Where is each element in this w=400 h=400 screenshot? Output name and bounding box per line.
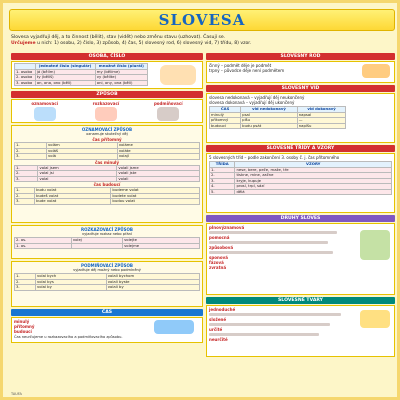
table-cell: 1.: [15, 188, 35, 194]
cas-item-minuly: minulý: [14, 319, 30, 324]
table-cell: volejme: [123, 243, 200, 249]
rozkazovaci-box: [11, 225, 203, 259]
rozkazovaci-subtitle: vyjadřuje rozkaz nebo přání: [82, 232, 132, 236]
zpusob-label: podmiňovací: [153, 101, 183, 106]
table-cell: volali: [117, 176, 200, 182]
section-header-tridy: SLOVESNÉ TŘÍDY A VZORY: [206, 145, 395, 152]
table-cell: budeme volat: [111, 188, 200, 194]
table-cell: 3.: [210, 178, 235, 184]
table-cell: budu volat: [35, 188, 111, 194]
table-cell: on, ona, ono (bělí): [35, 80, 95, 86]
table-cell: 4.: [210, 184, 235, 190]
section-header-osoba: OSOBA, ČÍSLO: [11, 53, 203, 60]
section-header-tvary: SLOVESNÉ TVARY: [206, 297, 395, 304]
text-line-placeholder: [209, 251, 333, 254]
table-cell: volal: [38, 176, 117, 182]
intro-line-2: [11, 41, 395, 47]
table-cell: prosí, trpí, sází: [235, 184, 392, 190]
publisher-footer: TAUFA: [11, 392, 22, 396]
table-cell: minulý: [210, 112, 241, 118]
text-line-placeholder: [209, 323, 330, 326]
table-cell: volej: [71, 238, 122, 244]
cas-note: Čas neurčujeme u rozkazovacího a podmiňovacího způsobu.: [14, 335, 123, 339]
table-cell: 1.: [210, 167, 235, 173]
tridy-intro: 5 slovesných tříd – podle zakončení 3. osoby č. j. čas přítomného: [209, 155, 340, 160]
table-cell: napsal: [297, 112, 345, 118]
table-cell: budeš volat: [35, 193, 111, 199]
table-cell: 2.: [15, 171, 38, 177]
car-illustration: [154, 320, 194, 334]
table-cell: píšu: [241, 118, 298, 124]
podmin-table: [14, 273, 200, 291]
table-cell: bude volat: [35, 199, 111, 205]
table-cell: volal by: [35, 285, 106, 291]
present-table: [14, 142, 200, 160]
table-cell: psal: [241, 112, 298, 118]
rozkaz-table: [14, 237, 200, 249]
intro-line-2-text: u nich: 1) osobu, 2) číslo, 3) způsob, 4) čas, 5) slovesný rod, 6) slovesný vid, 7) třídu, 8) vzor.: [37, 41, 252, 46]
table-cell: [71, 243, 122, 249]
table-cell: budoucí: [210, 123, 241, 129]
druhy-item: zvratná: [209, 265, 227, 270]
table-cell: volal bych: [35, 274, 106, 280]
oznamovaci-box: [11, 125, 203, 223]
cas-pritomny-label: čas přítomný: [92, 137, 122, 142]
table-cell: 5.: [210, 189, 235, 195]
table-cell: kryje, kupuje: [235, 178, 392, 184]
table-cell: voláš: [47, 148, 118, 154]
left-column: [11, 53, 203, 393]
boy-icon: [34, 107, 56, 121]
table-cell: volali bychom: [106, 274, 199, 280]
tridy-col-1: VZORY: [235, 162, 392, 168]
rod-line-1: činný – podmět děje je podmět: [209, 63, 272, 68]
rod-box: [206, 61, 395, 83]
children-illustration: [160, 65, 196, 85]
table-cell: volal jsem: [38, 165, 117, 171]
tvary-item: neurčité: [209, 337, 228, 342]
table-cell: dělá: [235, 189, 392, 195]
table-cell: volám: [47, 143, 118, 149]
podminovaci-subtitle: vyjadřuje děj možný nebo podmíněný: [73, 268, 141, 272]
intro-text: [11, 35, 395, 47]
table-cell: volal bys: [35, 279, 106, 285]
tvary-item: složené: [209, 317, 227, 322]
osoba-table: [14, 63, 148, 86]
druhy-box: [206, 223, 395, 295]
cas-minuly-label: čas minulý: [94, 159, 120, 165]
table-cell: voláte: [117, 148, 199, 154]
oznamovaci-subtitle: oznamuje skutečný děj: [86, 132, 128, 136]
tridy-box: [206, 153, 395, 213]
table-cell: ty (bělíš): [35, 75, 95, 81]
table-cell: 3.: [15, 176, 38, 182]
vid-box: [206, 93, 395, 143]
table-cell: volali jsme: [117, 165, 200, 171]
table-cell: 1.: [15, 274, 36, 280]
table-cell: 1. os.: [15, 243, 72, 249]
druhy-item: fázová: [209, 260, 224, 265]
title-banner: [9, 9, 395, 31]
table-cell: 1.: [15, 143, 47, 149]
intro-line-1: Slovesa vyjadřují děj, a to činnost (bělit), stav (vidět) nebo změnu stavu (uzhovat). Časují se.: [11, 35, 226, 40]
table-cell: 3.: [15, 199, 35, 205]
rozkazovaci-title: ROZKAZOVACÍ ZPŮSOB: [81, 227, 133, 232]
osoba-col-1: jednotné číslo (singulár): [35, 64, 95, 70]
section-header-zpusob: ZPŮSOB: [11, 91, 203, 98]
vid-line-2: slovesa dokonavá – vyjadřují děj ukončený: [209, 100, 295, 105]
table-cell: vy (bělíte): [95, 75, 147, 81]
zpusob-box: [11, 99, 203, 123]
dog-icon: [157, 107, 179, 121]
table-cell: 3.: [15, 285, 36, 291]
tridy-table: [209, 161, 392, 195]
text-line-placeholder: [209, 231, 337, 234]
table-cell: přítomný: [210, 118, 241, 124]
text-line-placeholder: [209, 333, 319, 336]
table-cell: já (bělím): [35, 69, 95, 75]
tvary-item: jednoduché: [209, 307, 236, 312]
vid-col-0: ČAS: [210, 107, 241, 113]
cat-illustration: [362, 64, 390, 78]
table-cell: 2. os.: [15, 238, 72, 244]
girl-icon: [95, 107, 117, 121]
table-cell: volá: [47, 154, 118, 160]
text-line-placeholder: [209, 241, 328, 244]
boy-reading-illustration: [360, 230, 390, 260]
rod-line-2: trpný – původce děje není podmětem: [209, 68, 285, 73]
cas-box: [11, 317, 203, 343]
table-cell: volejte: [123, 238, 200, 244]
table-cell: budu psát: [241, 123, 298, 129]
section-header-rod: SLOVESNÝ ROD: [206, 53, 395, 60]
podminovaci-box: [11, 261, 203, 307]
table-cell: volali byste: [106, 279, 199, 285]
table-cell: 2. osoba: [15, 75, 36, 81]
lamp-illustration: [360, 310, 390, 328]
section-header-druhy: DRUHY SLOVES: [206, 215, 395, 222]
vid-col-1: vid nedokonavý: [241, 107, 298, 113]
intro-label: Určujeme: [11, 41, 36, 46]
section-header-vid: SLOVESNÝ VID: [206, 85, 395, 92]
table-cell: my (bělíme): [95, 69, 147, 75]
table-cell: oni, ony, ona (bělí): [95, 80, 147, 86]
text-line-placeholder: [209, 313, 341, 316]
table-cell: budete volat: [111, 193, 200, 199]
table-cell: voláme: [117, 143, 199, 149]
table-cell: 2.: [210, 173, 235, 179]
vid-col-2: vid dokonavý: [297, 107, 345, 113]
cas-budouci-label: čas budoucí: [93, 182, 121, 187]
cas-item-pritomny: přítomný: [14, 324, 35, 329]
druhy-item: způsobová: [209, 245, 234, 250]
table-cell: nese, bere, peče, maže, tře: [235, 167, 392, 173]
table-cell: 1. osoba: [15, 69, 36, 75]
osoba-box: [11, 61, 203, 89]
cas-item-budouci: budoucí: [14, 329, 32, 334]
table-cell: 3. osoba: [15, 80, 36, 86]
oznamovaci-title: OZNAMOVACÍ ZPŮSOB: [81, 127, 133, 132]
zpusob-rozkazovaci: [93, 101, 120, 122]
tvary-item: určité: [209, 327, 223, 332]
druhy-item: sponová: [209, 255, 228, 260]
table-cell: 2.: [15, 193, 35, 199]
zpusob-label: oznamovací: [31, 101, 58, 106]
tridy-col-0: TŘÍDA: [210, 162, 235, 168]
druhy-item: plnovýznamová: [209, 225, 245, 230]
table-cell: 3.: [15, 154, 47, 160]
table-cell: volali jste: [117, 171, 200, 177]
vid-line-1: slovesa nedokonavá – vyjadřují děj neukončený: [209, 95, 305, 100]
table-cell: napíšu: [297, 123, 345, 129]
table-cell: 2.: [15, 148, 47, 154]
table-cell: volají: [117, 154, 199, 160]
section-header-cas: ČAS: [11, 309, 203, 316]
podminovaci-title: PODMIŇOVACÍ ZPŮSOB: [81, 263, 133, 268]
table-cell: volal jsi: [38, 171, 117, 177]
page-title: SLOVESA: [158, 11, 246, 29]
future-table: [14, 187, 200, 205]
table-cell: budou volat: [111, 199, 200, 205]
past-table: [14, 165, 200, 183]
zpusob-oznamovaci: [31, 101, 58, 122]
druhy-item: pomocná: [209, 235, 230, 240]
table-cell: 2.: [15, 279, 36, 285]
table-cell: tiskne, mine, začne: [235, 173, 392, 179]
zpusob-podminovaci: [154, 101, 183, 122]
table-cell: —: [297, 118, 345, 124]
tvary-box: [206, 305, 395, 357]
osoba-col-2: množné číslo (plurál): [95, 64, 147, 70]
zpusob-label: rozkazovací: [92, 101, 120, 106]
table-cell: 1.: [15, 165, 38, 171]
vid-table: [209, 106, 346, 129]
right-column: [206, 53, 395, 393]
table-cell: volali by: [106, 285, 199, 291]
